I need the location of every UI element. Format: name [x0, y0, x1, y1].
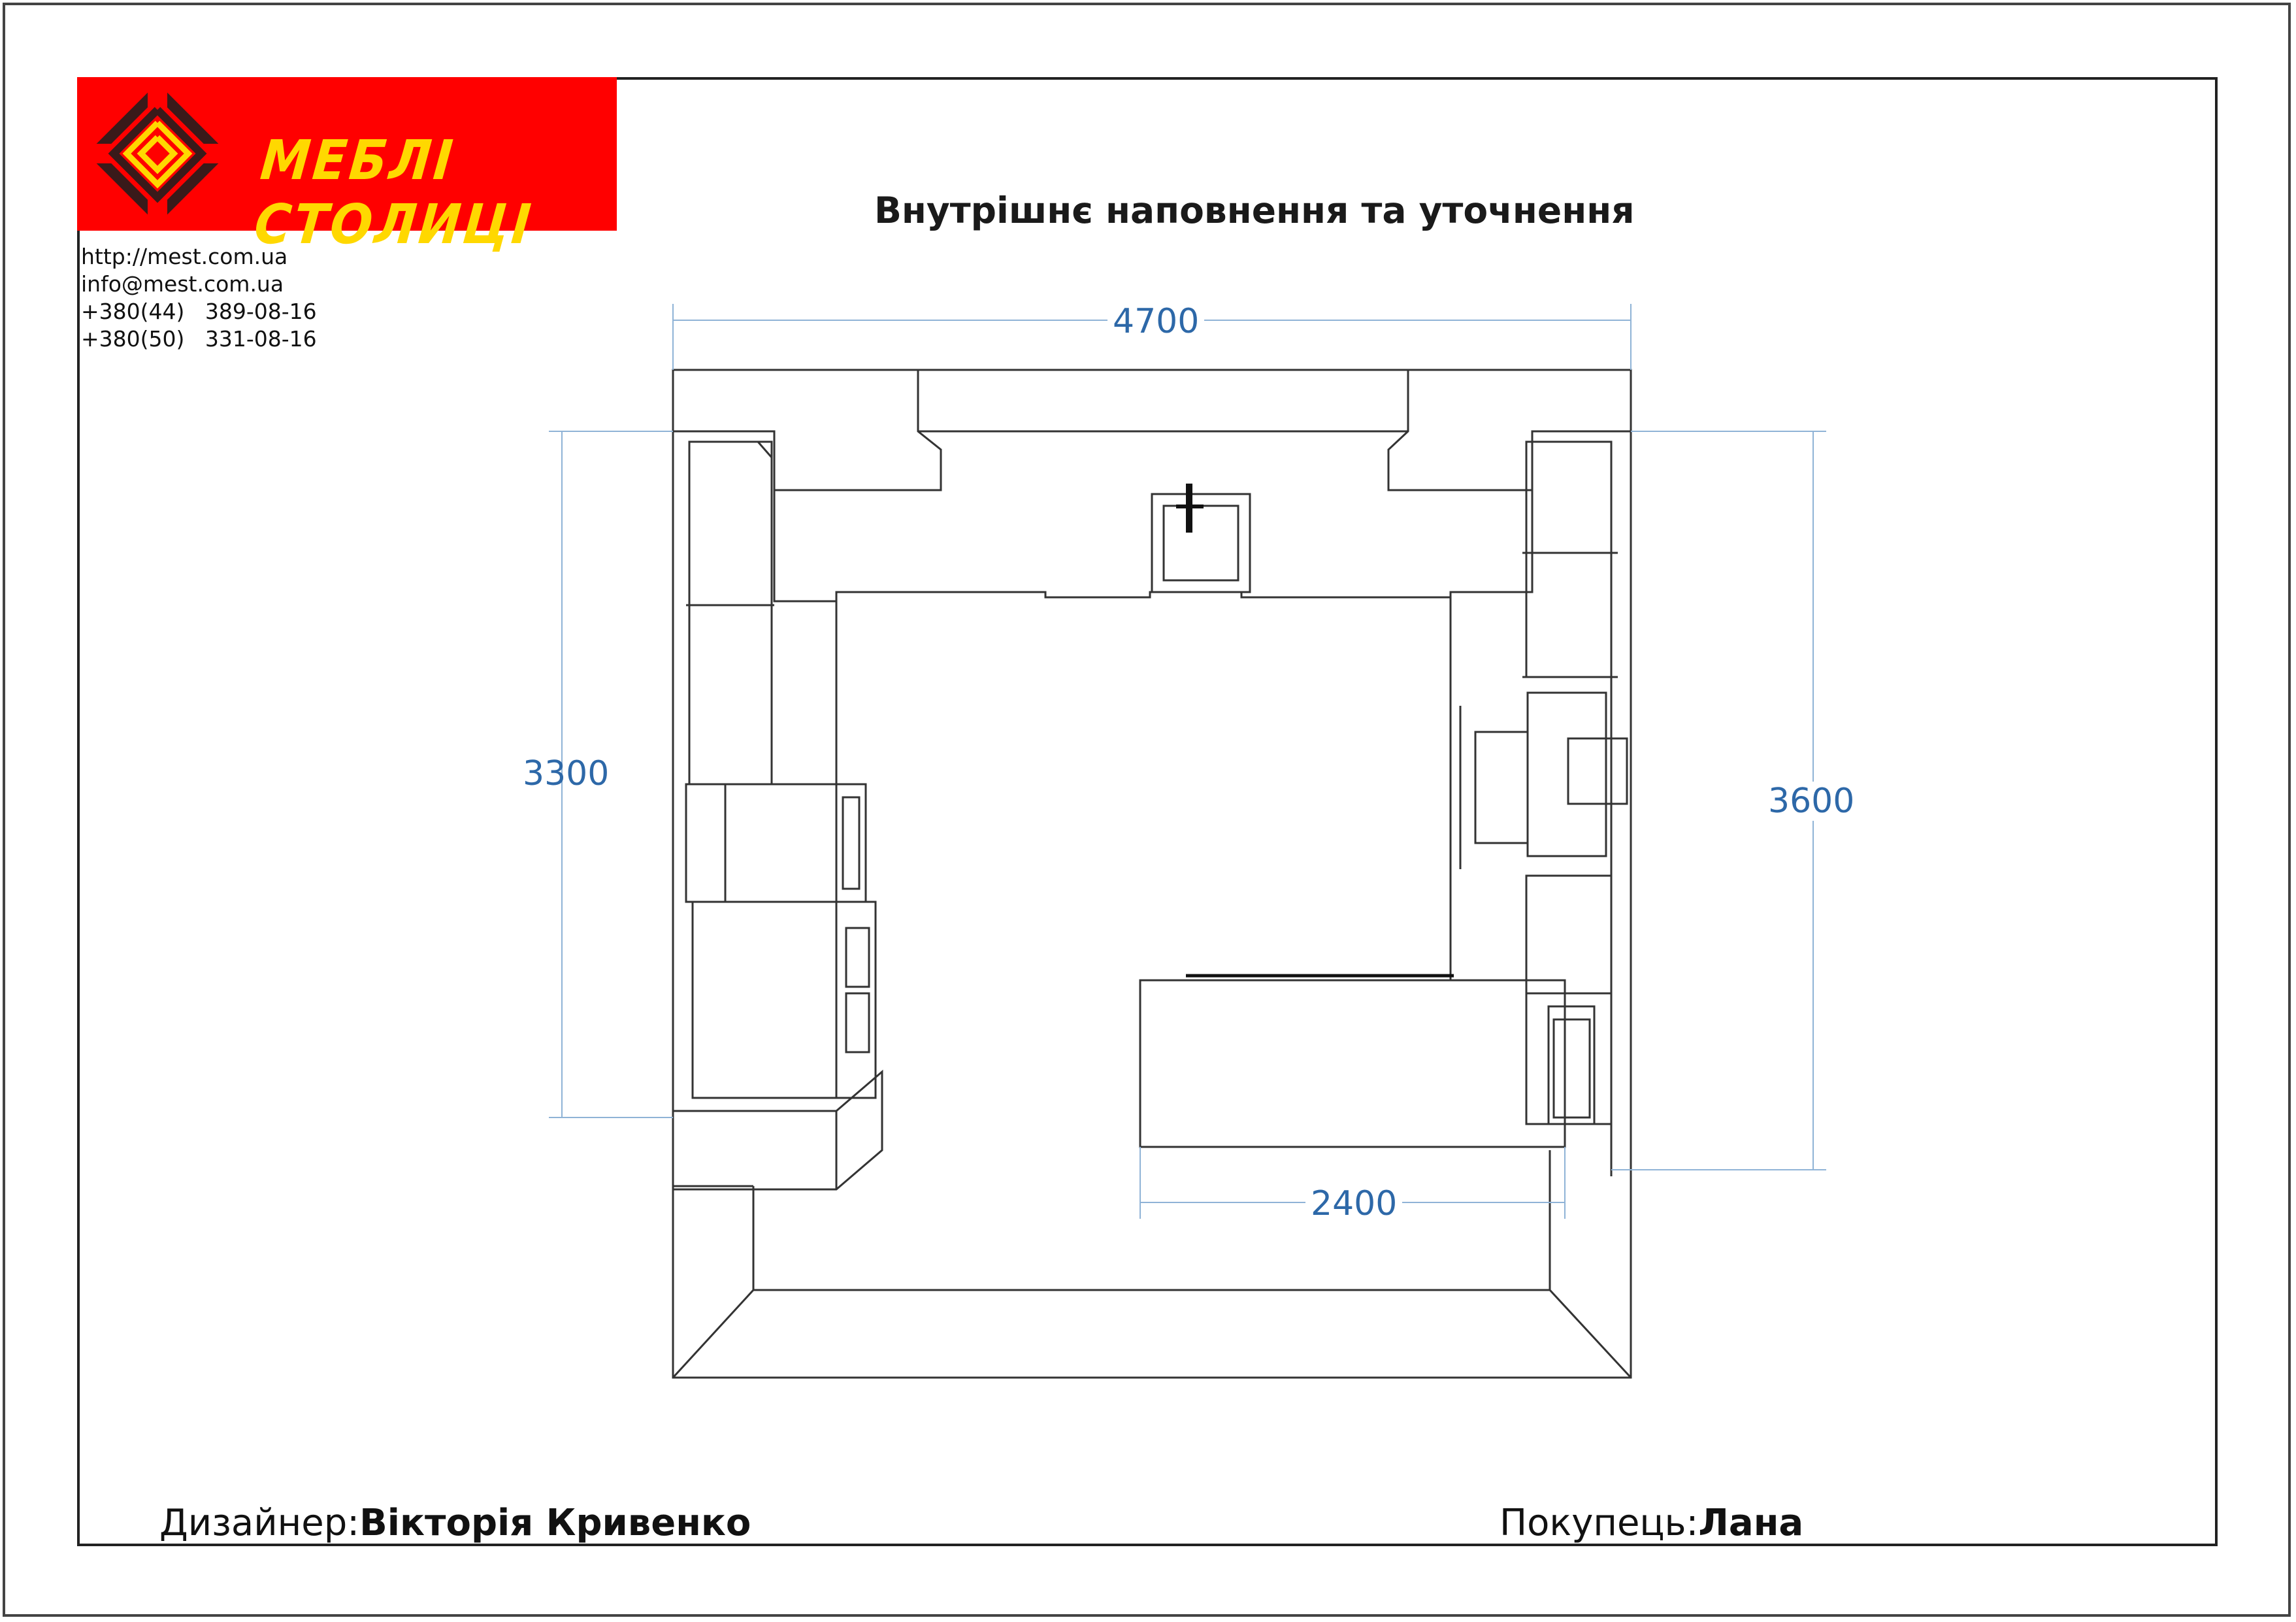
brand-name: МЕБЛІ СТОЛИЦІ — [252, 128, 536, 256]
email-link[interactable]: info@mest.com.ua — [81, 271, 284, 297]
designer-label: Дизайнер: — [159, 1502, 360, 1544]
kitchen-island — [1140, 976, 1565, 1147]
designer-name: Вікторія Кривенко — [359, 1502, 751, 1544]
left-base-cabinets — [673, 601, 882, 1189]
website-link[interactable]: http://mest.com.ua — [81, 244, 288, 269]
customer-name: Лана — [1698, 1502, 1804, 1544]
customer-credit — [1500, 1502, 1803, 1544]
phone-2: +380(50) 331-08-16 — [81, 326, 317, 352]
dimension-island-width: 2400 — [1305, 1184, 1402, 1223]
customer-label: Покупець: — [1500, 1502, 1699, 1544]
drawing-title: Внутрішнє наповнення та уточнення — [874, 190, 1635, 231]
phone-1: +380(44) 389-08-16 — [81, 299, 317, 324]
dimension-left-height: 3300 — [523, 754, 610, 793]
right-upper-cabinets — [1522, 442, 1618, 1124]
dimension-right-height: 3600 — [1764, 782, 1858, 821]
designer-credit — [159, 1502, 751, 1544]
left-upper-cabinets — [686, 442, 774, 784]
sink — [1152, 484, 1250, 592]
dimension-width: 4700 — [1107, 302, 1204, 341]
